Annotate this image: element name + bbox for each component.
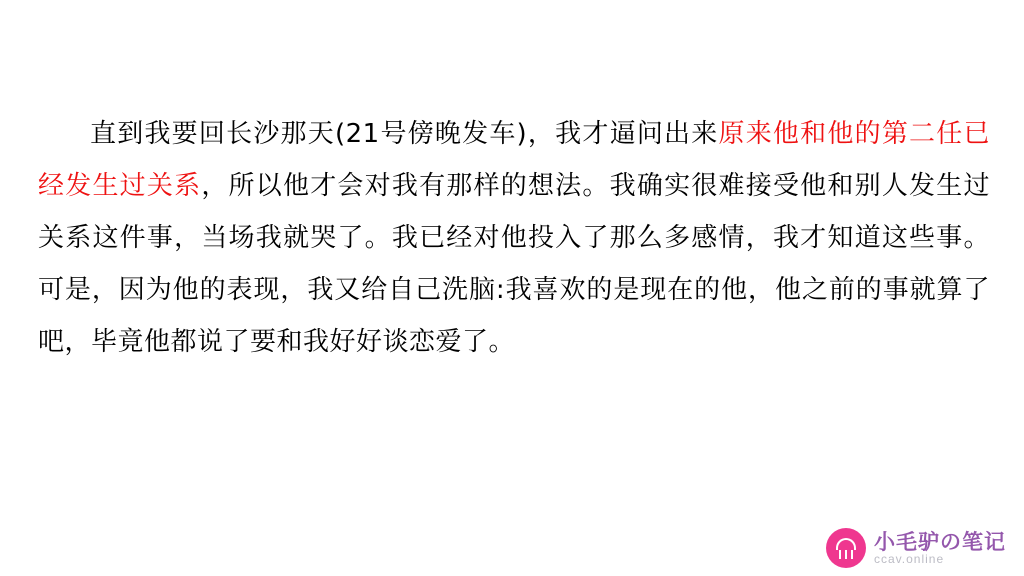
paragraph-segment-before-highlight: 直到我要回长沙那天(21号傍晚发车)，我才逼问出来 xyxy=(90,119,719,149)
watermark-subtitle: ccav.online xyxy=(874,551,945,566)
highlighted-text: 原来他和他的第二任已经发生过关系 xyxy=(38,119,990,201)
watermark xyxy=(826,528,1006,568)
watermark-title: 小毛驴の笔记 xyxy=(874,529,1006,554)
rounded-bridge-logo-icon xyxy=(826,528,866,568)
body-paragraph xyxy=(38,108,990,368)
paragraph-segment-after-highlight: ，所以他才会对我有那样的想法。我确实很难接受他和别人发生过关系这件事，当场我就哭了。我已经对他投入了那么多感情，我才知道这些事。可是，因为他的表现，我又给自己洗脑:我喜欢的是现在的他，他之前的事就算了吧，毕竟他都说了要和我好好谈恋爱了。 xyxy=(38,171,990,357)
article-body xyxy=(38,108,990,368)
watermark-texts xyxy=(874,531,1006,566)
